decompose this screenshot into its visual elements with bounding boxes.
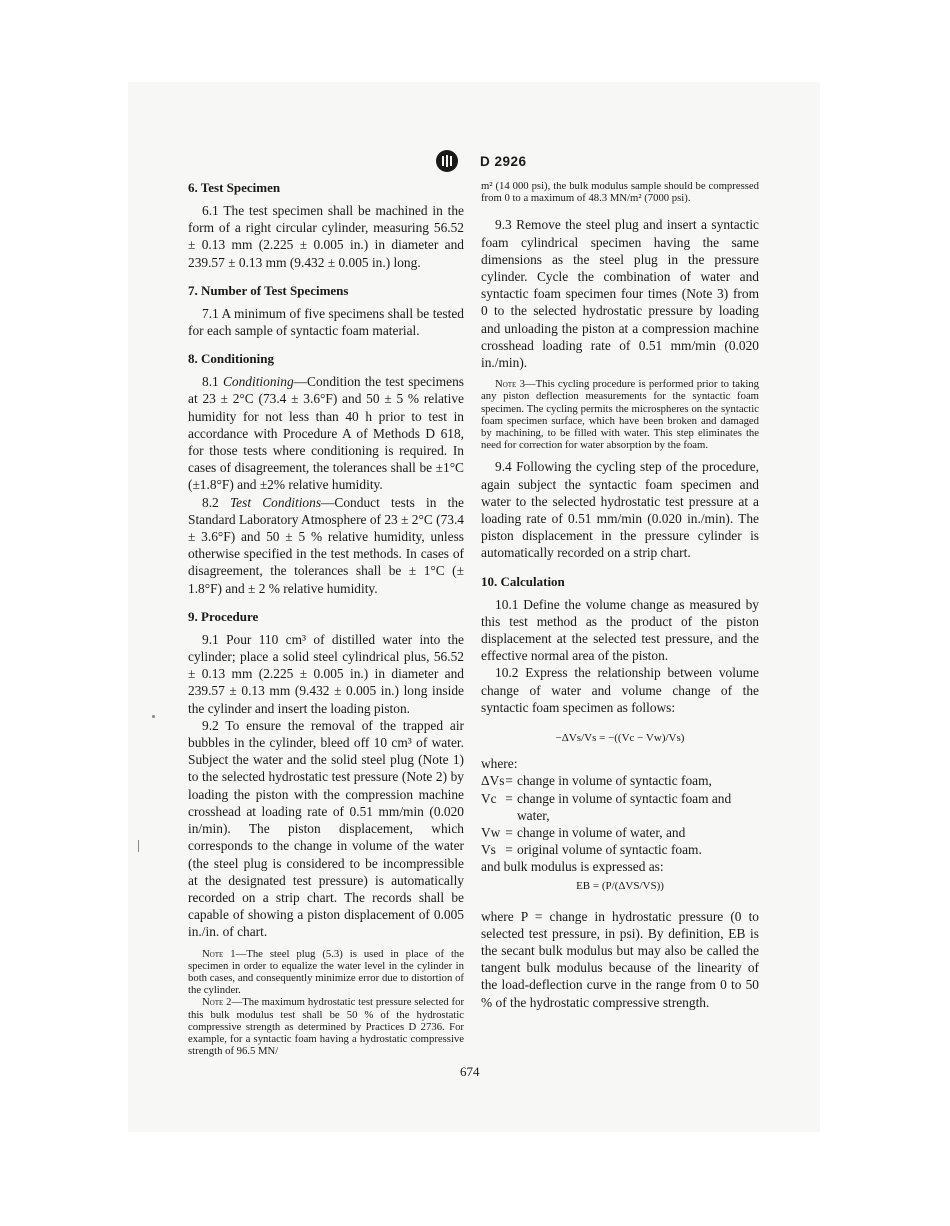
note-3: Note 3—This cycling procedure is performed prior to taking any piston deflection measurements for the syntactic foam specimen. The cycling permits the microspheres on the syntactic foam specimen surface, which have been broken and damaged by machining, to be filled with water. This step eliminates the need for correction for water absorption by the foam.	[481, 378, 759, 452]
page-header	[436, 150, 527, 172]
bulk-modulus-label: and bulk modulus is expressed as:	[481, 859, 664, 875]
equation-volume-change: −ΔVs/Vs = −((Vc − Vw)/Vs)	[555, 732, 685, 745]
page-number: 674	[460, 1064, 480, 1079]
paragraph-9-3: 9.3 Remove the steel plug and insert a syntactic foam cylindrical specimen having the same dimensions as the steel plug in the pressure cylinder. Cycle the combination of water and syntactic foam specimen four times (Note 3) from 0 to the selected hydrostatic pressure by loading and unloading the piston at a compression machine crosshead loading rate of 0.51 mm/min (0.020 in./min).	[481, 217, 759, 371]
left-column	[188, 180, 464, 1057]
paragraph-8-2: 8.2 Test Conditions—Conduct tests in the Standard Laboratory Atmosphere of 23 ± 2°C (73.4 ± 3.6°F) and 50 ± 5 % relative humidity, unless otherwise specified in the test methods. In cases of disagreement, the tolerances shall be ± 1°C (± 1.8°F) and ± 2 % relative humidity.	[188, 494, 464, 596]
astm-logo-icon	[436, 150, 458, 172]
paragraph-9-2: 9.2 To ensure the removal of the trapped air bubbles in the cylinder, bleed off 10 cm³ of water. Subject the water and the solid steel plug (Note 1) to the selected hydrostatic test pressure (Note 2) by loading the piston with the compression machine crosshead at loading rate of 0.51 mm/min (0.020 in/min). The piston displacement, which corresponds to the change in volume of the water (the steel plug is considered to be incompressible at the designated test pressure) is automatically recorded on a strip chart. The records shall be capable of showing a piston displacement of 0.005 in./in. of chart.	[188, 717, 464, 940]
where-item: Vc = change in volume of syntactic foam and water,	[481, 790, 732, 823]
paragraph-6-1: 6.1 The test specimen shall be machined in the form of a right circular cylinder, measuring 56.52 ± 0.13 mm (2.225 ± 0.005 in.) in diameter and 239.57 ± 0.13 mm (9.432 ± 0.005 in.) long.	[188, 203, 464, 270]
section-6-heading: 6. Test Specimen	[188, 180, 281, 195]
closing-paragraph: where P = change in hydrostatic pressure (0 to selected test pressure, in psi). By definition, EB is the secant bulk modulus but may also be called the tangent bulk modulus because of the linearity of the load-deflection curve in the range from 0 to 50 % of the hydrostatic compressive strength.	[481, 908, 759, 1010]
note-2-continued: m² (14 000 psi), the bulk modulus sample should be compressed from 0 to a maximum of 48.3 MN/m² (7000 psi).	[481, 180, 759, 205]
where-item: Vs = original volume of syntactic foam.	[481, 842, 702, 858]
paragraph-9-4: 9.4 Following the cycling step of the procedure, again subject the syntactic foam specimen and water to the selected hydrostatic test pressure at a loading rate of 0.51 mm/min (0.020 in./min). The piston displacement in the pressure cylinder is automatically recorded on a strip chart.	[481, 459, 759, 561]
scan-speck	[152, 715, 155, 718]
standard-designation: D 2926	[480, 153, 527, 169]
section-10-heading: 10. Calculation	[481, 573, 565, 589]
paragraph-10-1: 10.1 Define the volume change as measured by this test method as the product of the piston displacement at the selected test pressure, and the effective normal area of the piston.	[481, 596, 759, 664]
note-2: Note 2—The maximum hydrostatic test pressure selected for this bulk modulus test shall be 50 % of the hydrostatic compressive strength as determined by Practices D 2736. For example, for a syntactic foam having a hydrostatic compressive strength of 96.5 MN/	[188, 996, 464, 1058]
where-item: ΔVs = change in volume of syntactic foam,	[481, 773, 712, 789]
section-7-heading: 7. Number of Test Specimens	[188, 282, 349, 298]
equation-bulk-modulus: EB = (P/(ΔVS/VS))	[576, 879, 664, 892]
paragraph-8-1: 8.1 Conditioning—Condition the test specimens at 23 ± 2°C (73.4 ± 3.6°F) and 50 ± 5 % relative humidity for not less than 40 h prior to test in accordance with Procedure A of Methods D 618, for those tests where conditioning is required. In cases of disagreement, the tolerances shall be ±1°C (±1.8°F) and ±2% relative humidity.	[188, 374, 464, 493]
note-1: Note 1—The steel plug (5.3) is used in place of the specimen in order to equalize the water level in the cylinder in both cases, and consequently minimize error due to distortion of the cylinder.	[188, 947, 465, 997]
scan-speck	[138, 840, 139, 852]
paragraph-7-1: 7.1 A minimum of five specimens shall be tested for each sample of syntactic foam material.	[188, 305, 464, 339]
paragraph-10-2: 10.2 Express the relationship between volume change of water and volume change of the syntactic foam specimen as follows:	[481, 665, 759, 715]
section-8-heading: 8. Conditioning	[188, 351, 274, 367]
where-item: Vw = change in volume of water, and	[481, 824, 686, 840]
paragraph-9-1: 9.1 Pour 110 cm³ of distilled water into the cylinder; place a solid steel cylindrical plus, 56.52 ± 0.13 mm (2.225 ± 0.005 in.) in diameter and 239.57 ± 0.13 mm (9.432 ± 0.005 in.) long inside the cylinder and insert the loading piston.	[188, 631, 464, 716]
right-column	[481, 180, 759, 1011]
where-label: where:	[481, 756, 518, 772]
section-9-heading: 9. Procedure	[188, 608, 259, 624]
